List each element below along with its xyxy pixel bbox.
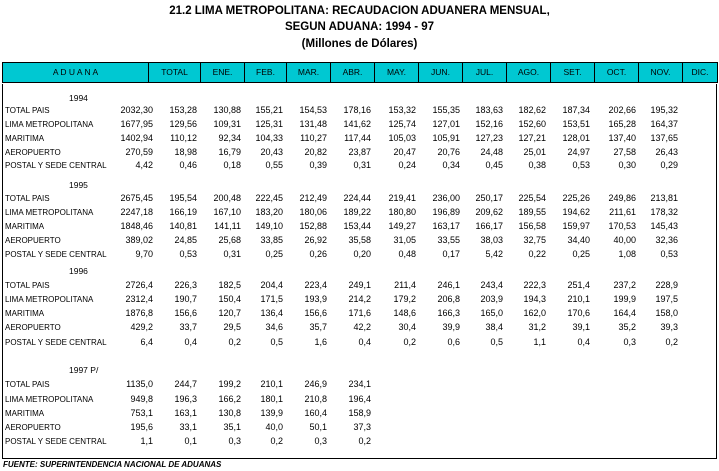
table-cell: 0,3 [623,337,636,347]
table-cell: 153,44 [343,221,371,231]
table-cell: 224,44 [343,193,371,203]
table-cell: 34,40 [567,235,590,245]
header-month-10: SET. [550,62,595,83]
year-label: 1994 [69,93,88,103]
table-cell: 0,3 [314,436,327,446]
table-cell: 195,32 [650,105,678,115]
table-cell: 389,02 [125,235,153,245]
table-cell: 39,9 [442,322,460,332]
table-cell: 35,2 [618,322,636,332]
table-cell: 0,30 [618,160,636,170]
row-label: POSTAL Y SEDE CENTRAL [5,437,107,446]
table-cell: 189,22 [343,207,371,217]
table-cell: 200,48 [213,193,241,203]
table-header [2,62,717,83]
table-cell: 1,1 [140,436,153,446]
table-cell: 246,1 [437,280,460,290]
table-border-right [716,84,717,459]
table-cell: 196,4 [348,394,371,404]
table-cell: 236,00 [432,193,460,203]
table-cell: 0,5 [270,337,283,347]
table-row [3,146,716,159]
table-cell: 32,36 [655,235,678,245]
table-cell: 105,03 [388,133,416,143]
row-label: LIMA METROPOLITANA [5,120,94,129]
table-cell: 180,80 [388,207,416,217]
table-cell: 171,6 [348,308,371,318]
table-cell: 210,1 [567,294,590,304]
table-cell: 128,01 [562,133,590,143]
table-cell: 199,2 [218,379,241,389]
table-cell: 0,45 [485,160,503,170]
table-cell: 20,43 [260,147,283,157]
header-aduana: A D U A N A [2,62,149,83]
table-cell: 249,1 [348,280,371,290]
table-cell: 158,9 [348,408,371,418]
table-cell: 2312,4 [125,294,153,304]
header-month-7: JUN. [418,62,463,83]
table-cell: 1848,46 [120,221,153,231]
table-cell: 753,1 [130,408,153,418]
table-cell: 194,62 [562,207,590,217]
table-cell: 26,43 [655,147,678,157]
table-cell: 949,8 [130,394,153,404]
table-cell: 187,34 [562,105,590,115]
table-cell: 0,2 [665,337,678,347]
table-cell: 5,42 [485,249,503,259]
table-cell: 210,1 [260,379,283,389]
table-cell: 42,2 [353,322,371,332]
table-cell: 1677,95 [120,119,153,129]
table-cell: 195,6 [130,422,153,432]
table-cell: 1402,94 [120,133,153,143]
table-cell: 166,2 [218,394,241,404]
table-cell: 0,55 [265,160,283,170]
row-label: TOTAL PAIS [5,106,50,115]
table-cell: 270,59 [125,147,153,157]
table-cell: 195,54 [169,193,197,203]
table-cell: 127,23 [475,133,503,143]
table-cell: 0,18 [223,160,241,170]
year-row [3,179,716,192]
table-cell: 33,7 [179,322,197,332]
table-cell: 0,53 [660,249,678,259]
table-cell: 0,3 [228,436,241,446]
table-cell: 0,53 [179,249,197,259]
table-cell: 1876,8 [125,308,153,318]
table-cell: 210,8 [304,394,327,404]
table-cell: 33,85 [260,235,283,245]
table-cell: 31,05 [393,235,416,245]
table-cell: 2726,4 [125,280,153,290]
table-cell: 189,55 [518,207,546,217]
page-subtitle: SEGUN ADUANA: 1994 - 97 [284,21,435,33]
table-cell: 178,32 [650,207,678,217]
header-total: TOTAL [148,62,201,83]
table-cell: 164,37 [650,119,678,129]
table-cell: 170,53 [608,221,636,231]
table-cell: 1,1 [533,337,546,347]
table-cell: 152,88 [299,221,327,231]
table-cell: 155,35 [432,105,460,115]
table-cell: 156,6 [174,308,197,318]
table-cell: 6,4 [140,337,153,347]
table-cell: 226,3 [174,280,197,290]
table-cell: 163,17 [432,221,460,231]
table-cell: 131,48 [299,119,327,129]
table-cell: 0,4 [358,337,371,347]
table-border-bottom [2,458,717,459]
table-cell: 0,46 [179,160,197,170]
table-cell: 127,21 [518,133,546,143]
table-cell: 92,34 [218,133,241,143]
table-row [3,393,716,406]
table-cell: 20,47 [393,147,416,157]
table-cell: 37,3 [353,422,371,432]
row-label: AEROPUERTO [5,423,61,432]
table-cell: 18,98 [174,147,197,157]
header-month-3: FEB. [244,62,287,83]
table-cell: 156,6 [304,308,327,318]
table-row [3,279,716,292]
table-cell: 35,1 [223,422,241,432]
table-cell: 35,58 [348,235,371,245]
table-cell: 178,16 [343,105,371,115]
row-label: AEROPUERTO [5,148,61,157]
source-note: FUENTE: SUPERINTENDENCIA NACIONAL DE ADUANAS [3,460,222,469]
table-cell: 249,86 [608,193,636,203]
table-cell: 27,58 [613,147,636,157]
table-cell: 166,3 [437,308,460,318]
table-cell: 171,5 [260,294,283,304]
table-cell: 204,4 [260,280,283,290]
page-title: 21.2 LIMA METROPOLITANA: RECAUDACION ADUANERA MENSUAL, [169,5,550,17]
table-row [3,307,716,320]
table-cell: 127,01 [432,119,460,129]
table-cell: 140,81 [169,221,197,231]
table-cell: 24,85 [174,235,197,245]
table-cell: 203,9 [480,294,503,304]
table-cell: 137,65 [650,133,678,143]
table-cell: 149,27 [388,221,416,231]
table-cell: 243,4 [480,280,503,290]
table-cell: 39,3 [660,322,678,332]
table-cell: 153,28 [169,105,197,115]
table-cell: 223,4 [304,280,327,290]
table-cell: 0,39 [309,160,327,170]
table-cell: 163,1 [174,408,197,418]
header-month-6: MAY. [374,62,419,83]
table-cell: 152,16 [475,119,503,129]
table-cell: 35,7 [309,322,327,332]
row-label: POSTAL Y SEDE CENTRAL [5,250,107,259]
table-row [3,407,716,420]
table-cell: 213,81 [650,193,678,203]
table-cell: 214,2 [348,294,371,304]
table-cell: 117,44 [344,133,371,143]
table-row [3,421,716,434]
row-label: MARITIMA [5,134,45,143]
row-label: AEROPUERTO [5,236,61,245]
row-label: TOTAL PAIS [5,194,50,203]
table-cell: 153,32 [388,105,416,115]
table-cell: 0,48 [398,249,416,259]
table-cell: 125,74 [388,119,416,129]
table-row [3,104,716,117]
table-cell: 129,56 [169,119,197,129]
table-cell: 40,00 [613,235,636,245]
year-label: 1996 [69,266,88,276]
table-row [3,159,716,172]
table-cell: 196,89 [432,207,460,217]
table-cell: 16,79 [218,147,241,157]
header-month-13: DIC. [682,62,718,83]
table-cell: 0,29 [660,160,678,170]
table-cell: 209,62 [475,207,503,217]
table-cell: 190,7 [174,294,197,304]
table-row [3,378,716,391]
table-cell: 145,43 [650,221,678,231]
table-row [3,248,716,261]
table-cell: 222,3 [523,280,546,290]
table-cell: 38,4 [485,322,503,332]
table-cell: 136,4 [260,308,283,318]
units-note: (Millones de Dólares) [301,38,418,50]
table-cell: 1,6 [314,337,327,347]
table-cell: 0,25 [265,249,283,259]
table-row [3,336,716,349]
table-cell: 164,4 [613,308,636,318]
table-cell: 183,63 [475,105,503,115]
table-cell: 0,2 [403,337,416,347]
table-cell: 167,10 [213,207,241,217]
table-cell: 154,53 [299,105,327,115]
table-cell: 225,26 [562,193,590,203]
table-cell: 2247,18 [120,207,153,217]
table-cell: 206,8 [437,294,460,304]
table-cell: 0,2 [358,436,371,446]
table-cell: 0,22 [528,249,546,259]
table-cell: 32,75 [523,235,546,245]
table-cell: 219,41 [388,193,416,203]
row-label: LIMA METROPOLITANA [5,395,94,404]
row-label: MARITIMA [5,222,45,231]
table-cell: 228,9 [655,280,678,290]
row-label: MARITIMA [5,309,45,318]
table-cell: 0,38 [528,160,546,170]
table-cell: 120,7 [218,308,241,318]
header-month-8: JUL. [462,62,507,83]
header-month-2: ENE. [200,62,245,83]
table-cell: 0,4 [184,337,197,347]
table-cell: 38,03 [480,235,503,245]
table-cell: 104,33 [255,133,283,143]
year-label: 1997 P/ [69,365,99,375]
table-cell: 24,48 [480,147,503,157]
table-cell: 162,0 [523,308,546,318]
table-cell: 24,97 [567,147,590,157]
table-cell: 23,87 [348,147,371,157]
table-cell: 141,11 [214,221,241,231]
table-cell: 179,2 [393,294,416,304]
table-cell: 0,31 [223,249,241,259]
table-cell: 180,06 [299,207,327,217]
table-cell: 0,4 [577,337,590,347]
table-cell: 251,4 [567,280,590,290]
table-cell: 250,17 [475,193,503,203]
table-cell: 148,6 [393,308,416,318]
table-cell: 212,49 [299,193,327,203]
table-cell: 155,21 [255,105,283,115]
row-label: MARITIMA [5,409,45,418]
table-cell: 139,9 [260,408,283,418]
table-row [3,293,716,306]
row-label: TOTAL PAIS [5,380,50,389]
table-row [3,234,716,247]
table-cell: 225,54 [518,193,546,203]
table-cell: 202,66 [608,105,636,115]
table-row [3,220,716,233]
table-cell: 159,97 [562,221,590,231]
row-label: POSTAL Y SEDE CENTRAL [5,338,107,347]
table-cell: 141,62 [343,119,371,129]
table-cell: 194,3 [523,294,546,304]
table-cell: 237,2 [613,280,636,290]
table-cell: 222,45 [255,193,283,203]
year-label: 1995 [69,180,88,190]
header-month-9: AGO. [506,62,551,83]
year-row [3,265,716,278]
table-cell: 39,1 [572,322,590,332]
table-row [3,435,716,448]
table-cell: 0,53 [572,160,590,170]
table-cell: 156,58 [518,221,546,231]
table-cell: 199,9 [613,294,636,304]
table-cell: 152,60 [518,119,546,129]
table-cell: 0,2 [270,436,283,446]
table-cell: 33,1 [179,422,197,432]
header-month-11: OCT. [594,62,639,83]
table-cell: 34,6 [265,322,283,332]
table-cell: 166,19 [169,207,197,217]
table-cell: 246,9 [304,379,327,389]
table-cell: 33,55 [437,235,460,245]
table-cell: 165,28 [608,119,636,129]
table-cell: 196,3 [174,394,197,404]
row-label: LIMA METROPOLITANA [5,295,94,304]
table-cell: 130,88 [213,105,241,115]
table-cell: 0,24 [398,160,416,170]
table-cell: 20,76 [437,147,460,157]
row-label: POSTAL Y SEDE CENTRAL [5,161,107,170]
table-cell: 2032,30 [120,105,153,115]
table-cell: 50,1 [309,422,327,432]
table-cell: 0,1 [184,436,197,446]
table-cell: 193,9 [304,294,327,304]
table-cell: 180,1 [260,394,283,404]
table-cell: 166,17 [475,221,503,231]
table-cell: 234,1 [348,379,371,389]
table-cell: 429,2 [130,322,153,332]
table-row [3,118,716,131]
table-cell: 2675,45 [120,193,153,203]
table-cell: 0,5 [490,337,503,347]
table-row [3,192,716,205]
table-cell: 40,0 [265,422,283,432]
table-cell: 1135,0 [126,379,153,389]
table-cell: 125,31 [255,119,283,129]
table-cell: 182,62 [518,105,546,115]
table-cell: 9,70 [135,249,153,259]
table-cell: 0,6 [447,337,460,347]
table-cell: 30,4 [398,322,416,332]
row-label: TOTAL PAIS [5,281,50,290]
table-cell: 0,17 [442,249,460,259]
table-cell: 31,2 [528,322,546,332]
table-cell: 25,68 [218,235,241,245]
table-cell: 0,31 [353,160,371,170]
table-cell: 25,01 [523,147,546,157]
header-month-12: NOV. [638,62,683,83]
table-cell: 29,5 [223,322,241,332]
row-label: LIMA METROPOLITANA [5,208,94,217]
table-cell: 160,4 [304,408,327,418]
table-cell: 0,25 [572,249,590,259]
table-cell: 110,12 [170,133,197,143]
table-row [3,206,716,219]
row-label: AEROPUERTO [5,323,61,332]
table-cell: 20,82 [304,147,327,157]
table-cell: 153,51 [562,119,590,129]
table-cell: 158,0 [655,308,678,318]
table-cell: 244,7 [174,379,197,389]
header-month-5: ABR. [330,62,375,83]
table-cell: 1,08 [618,249,636,259]
table-cell: 0,34 [442,160,460,170]
table-cell: 0,26 [309,249,327,259]
table-cell: 182,5 [218,280,241,290]
table-cell: 130,8 [218,408,241,418]
table-cell: 105,91 [432,133,460,143]
table-cell: 183,20 [255,207,283,217]
table-cell: 149,10 [255,221,283,231]
header-month-4: MAR. [286,62,331,83]
table-cell: 110,27 [300,133,327,143]
table-cell: 137,40 [608,133,636,143]
table-cell: 170,6 [567,308,590,318]
table-row [3,132,716,145]
table-cell: 211,61 [609,207,636,217]
table-cell: 197,5 [655,294,678,304]
table-cell: 165,0 [480,308,503,318]
year-row [3,364,716,377]
table-cell: 0,2 [228,337,241,347]
table-row [3,321,716,334]
table-cell: 211,4 [394,280,416,290]
table-cell: 26,92 [304,235,327,245]
table-cell: 150,4 [218,294,241,304]
table-cell: 4,42 [135,160,153,170]
table-cell: 0,20 [353,249,371,259]
table-cell: 109,31 [213,119,241,129]
